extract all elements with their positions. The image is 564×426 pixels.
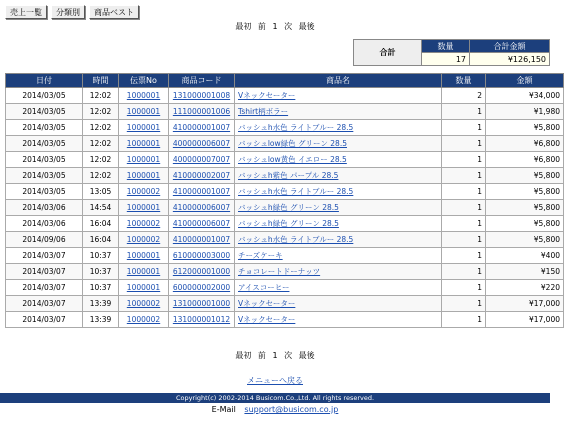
email-label: E-Mail: [211, 405, 236, 414]
pager-prev[interactable]: 前: [257, 351, 266, 360]
cell-amount: ¥150: [486, 264, 564, 280]
cell-slip-no-link[interactable]: 1000001: [119, 120, 169, 136]
tab-by-category[interactable]: 分類別: [51, 5, 85, 19]
summary-amount-header: 合計金額: [470, 40, 550, 53]
cell-date: 2014/09/06: [6, 232, 83, 248]
pager-next[interactable]: 次: [284, 351, 293, 360]
col-slip-no: 伝票No: [119, 74, 169, 88]
cell-time: 13:39: [83, 312, 119, 328]
cell-date: 2014/03/07: [6, 264, 83, 280]
cell-time: 13:05: [83, 184, 119, 200]
cell-qty: 1: [442, 184, 486, 200]
cell-product-code-link[interactable]: 400000007007: [169, 152, 235, 168]
cell-product-name-link[interactable]: Tshirt柄ボラー: [235, 104, 442, 120]
cell-qty: 1: [442, 104, 486, 120]
table-row: [6, 88, 564, 104]
copyright-bar: Copyright(c) 2002-2014 Busicom.Co.,Ltd. All rights reserved.: [0, 393, 550, 403]
sales-table: [5, 73, 564, 328]
cell-time: 10:37: [83, 248, 119, 264]
pager-first[interactable]: 最初: [235, 22, 252, 31]
cell-product-code-link[interactable]: 410000006007: [169, 200, 235, 216]
cell-slip-no-link[interactable]: 1000001: [119, 168, 169, 184]
cell-qty: 1: [442, 264, 486, 280]
cell-date: 2014/03/07: [6, 312, 83, 328]
pager-page: 1: [272, 351, 278, 360]
cell-product-code-link[interactable]: 410000001007: [169, 120, 235, 136]
cell-qty: 1: [442, 200, 486, 216]
cell-slip-no-link[interactable]: 1000001: [119, 200, 169, 216]
cell-qty: 2: [442, 88, 486, 104]
pager-last[interactable]: 最後: [298, 351, 315, 360]
table-row: [6, 264, 564, 280]
cell-date: 2014/03/05: [6, 184, 83, 200]
cell-time: 12:02: [83, 168, 119, 184]
cell-slip-no-link[interactable]: 1000001: [119, 264, 169, 280]
table-row: [6, 216, 564, 232]
email-link[interactable]: support@busicom.co.jp: [244, 405, 339, 414]
table-row: [6, 136, 564, 152]
cell-qty: 1: [442, 296, 486, 312]
cell-time: 13:39: [83, 296, 119, 312]
cell-time: 16:04: [83, 216, 119, 232]
cell-date: 2014/03/05: [6, 168, 83, 184]
cell-date: 2014/03/07: [6, 248, 83, 264]
cell-time: 12:02: [83, 136, 119, 152]
cell-product-code-link[interactable]: 131000001012: [169, 312, 235, 328]
pager-first[interactable]: 最初: [235, 351, 252, 360]
cell-product-name-link[interactable]: Vネックセーター: [235, 88, 442, 104]
cell-product-name-link[interactable]: Vネックセーター: [235, 296, 442, 312]
pager-top: [0, 21, 550, 32]
cell-product-name-link[interactable]: バッシュlow緑色 グリーン 28.5: [235, 136, 442, 152]
cell-product-code-link[interactable]: 400000006007: [169, 136, 235, 152]
table-header-row: [6, 74, 564, 88]
table-row: [6, 152, 564, 168]
table-row: [6, 312, 564, 328]
pager-next[interactable]: 次: [284, 22, 293, 31]
cell-time: 12:02: [83, 152, 119, 168]
table-row: [6, 280, 564, 296]
cell-date: 2014/03/05: [6, 136, 83, 152]
summary-amount: ¥126,150: [470, 53, 550, 66]
cell-qty: 1: [442, 312, 486, 328]
table-row: [6, 184, 564, 200]
cell-amount: ¥1,980: [486, 104, 564, 120]
cell-qty: 1: [442, 136, 486, 152]
cell-product-name-link[interactable]: Vネックセーター: [235, 312, 442, 328]
cell-product-name-link[interactable]: バッシュh緑色 グリーン 28.5: [235, 200, 442, 216]
cell-slip-no-link[interactable]: 1000001: [119, 152, 169, 168]
cell-product-code-link[interactable]: 410000001007: [169, 232, 235, 248]
col-qty: 数量: [442, 74, 486, 88]
back-to-menu-link[interactable]: メニューへ戻る: [247, 376, 303, 385]
tab-sales-list[interactable]: 売上一覧: [5, 5, 47, 19]
cell-product-name-link[interactable]: バッシュh水色 ライトブルー 28.5: [235, 120, 442, 136]
cell-product-name-link[interactable]: バッシュh緑色 グリーン 28.5: [235, 216, 442, 232]
cell-product-name-link[interactable]: チョコレートドーナッツ: [235, 264, 442, 280]
cell-amount: ¥220: [486, 280, 564, 296]
col-time: 時間: [83, 74, 119, 88]
table-row: [6, 232, 564, 248]
cell-qty: 1: [442, 216, 486, 232]
cell-qty: 1: [442, 120, 486, 136]
cell-amount: ¥5,800: [486, 216, 564, 232]
table-row: [6, 200, 564, 216]
cell-amount: ¥5,800: [486, 168, 564, 184]
cell-product-name-link[interactable]: チーズケーキ: [235, 248, 442, 264]
cell-product-name-link[interactable]: バッシュlow黄色 イエロー 28.5: [235, 152, 442, 168]
cell-date: 2014/03/05: [6, 88, 83, 104]
cell-time: 14:54: [83, 200, 119, 216]
cell-slip-no-link[interactable]: 1000002: [119, 216, 169, 232]
col-product-name: 商品名: [235, 74, 442, 88]
cell-date: 2014/03/07: [6, 296, 83, 312]
cell-product-name-link[interactable]: バッシュh水色 ライトブルー 28.5: [235, 184, 442, 200]
cell-product-code-link[interactable]: 410000006007: [169, 216, 235, 232]
cell-amount: ¥34,000: [486, 88, 564, 104]
cell-date: 2014/03/05: [6, 120, 83, 136]
cell-slip-no-link[interactable]: 1000002: [119, 184, 169, 200]
pager-prev[interactable]: 前: [257, 22, 266, 31]
email-line: [0, 405, 550, 414]
table-row: [6, 248, 564, 264]
cell-date: 2014/03/06: [6, 216, 83, 232]
cell-product-code-link[interactable]: 410000001007: [169, 184, 235, 200]
cell-amount: ¥17,000: [486, 312, 564, 328]
cell-amount: ¥6,800: [486, 136, 564, 152]
cell-slip-no-link[interactable]: 1000001: [119, 248, 169, 264]
cell-qty: 1: [442, 232, 486, 248]
summary-label: 合計: [354, 40, 422, 66]
cell-product-code-link[interactable]: 612000001000: [169, 264, 235, 280]
cell-qty: 1: [442, 248, 486, 264]
cell-product-name-link[interactable]: アイスコーヒー: [235, 280, 442, 296]
cell-slip-no-link[interactable]: 1000002: [119, 296, 169, 312]
summary-table: [353, 39, 550, 66]
cell-amount: ¥17,000: [486, 296, 564, 312]
cell-qty: 1: [442, 280, 486, 296]
cell-product-code-link[interactable]: 600000002000: [169, 280, 235, 296]
cell-qty: 1: [442, 152, 486, 168]
cell-product-code-link[interactable]: 111000001006: [169, 104, 235, 120]
cell-time: 12:02: [83, 104, 119, 120]
pager-page: 1: [272, 22, 278, 31]
cell-slip-no-link[interactable]: 1000002: [119, 232, 169, 248]
cell-amount: ¥5,800: [486, 184, 564, 200]
cell-slip-no-link[interactable]: 1000001: [119, 280, 169, 296]
cell-product-code-link[interactable]: 131000001008: [169, 88, 235, 104]
table-row: [6, 168, 564, 184]
cell-amount: ¥6,800: [486, 152, 564, 168]
table-row: [6, 104, 564, 120]
cell-amount: ¥5,800: [486, 232, 564, 248]
col-amount: 金額: [486, 74, 564, 88]
cell-date: 2014/03/06: [6, 200, 83, 216]
tab-best-products[interactable]: 商品ベスト: [89, 5, 139, 19]
pager-bottom: [0, 350, 550, 361]
summary-qty: 17: [422, 53, 470, 66]
cell-slip-no-link[interactable]: 1000001: [119, 136, 169, 152]
cell-product-code-link[interactable]: 610000003000: [169, 248, 235, 264]
cell-time: 12:02: [83, 120, 119, 136]
cell-slip-no-link[interactable]: 1000001: [119, 104, 169, 120]
tab-bar: [5, 5, 139, 19]
pager-last[interactable]: 最後: [298, 22, 315, 31]
cell-amount: ¥400: [486, 248, 564, 264]
cell-time: 10:37: [83, 264, 119, 280]
cell-product-name-link[interactable]: バッシュh紫色 パープル 28.5: [235, 168, 442, 184]
cell-amount: ¥5,800: [486, 200, 564, 216]
cell-date: 2014/03/07: [6, 280, 83, 296]
summary-qty-header: 数量: [422, 40, 470, 53]
cell-qty: 1: [442, 168, 486, 184]
col-date: 日付: [6, 74, 83, 88]
cell-slip-no-link[interactable]: 1000001: [119, 88, 169, 104]
col-product-code: 商品コード: [169, 74, 235, 88]
cell-product-code-link[interactable]: 131000001000: [169, 296, 235, 312]
cell-time: 12:02: [83, 88, 119, 104]
cell-time: 16:04: [83, 232, 119, 248]
menu-link-wrap: [0, 375, 550, 386]
table-row: [6, 296, 564, 312]
cell-time: 10:37: [83, 280, 119, 296]
cell-date: 2014/03/05: [6, 152, 83, 168]
cell-product-name-link[interactable]: バッシュh水色 ライトブルー 28.5: [235, 232, 442, 248]
table-row: [6, 120, 564, 136]
cell-slip-no-link[interactable]: 1000002: [119, 312, 169, 328]
cell-date: 2014/03/05: [6, 104, 83, 120]
cell-amount: ¥5,800: [486, 120, 564, 136]
cell-product-code-link[interactable]: 410000002007: [169, 168, 235, 184]
